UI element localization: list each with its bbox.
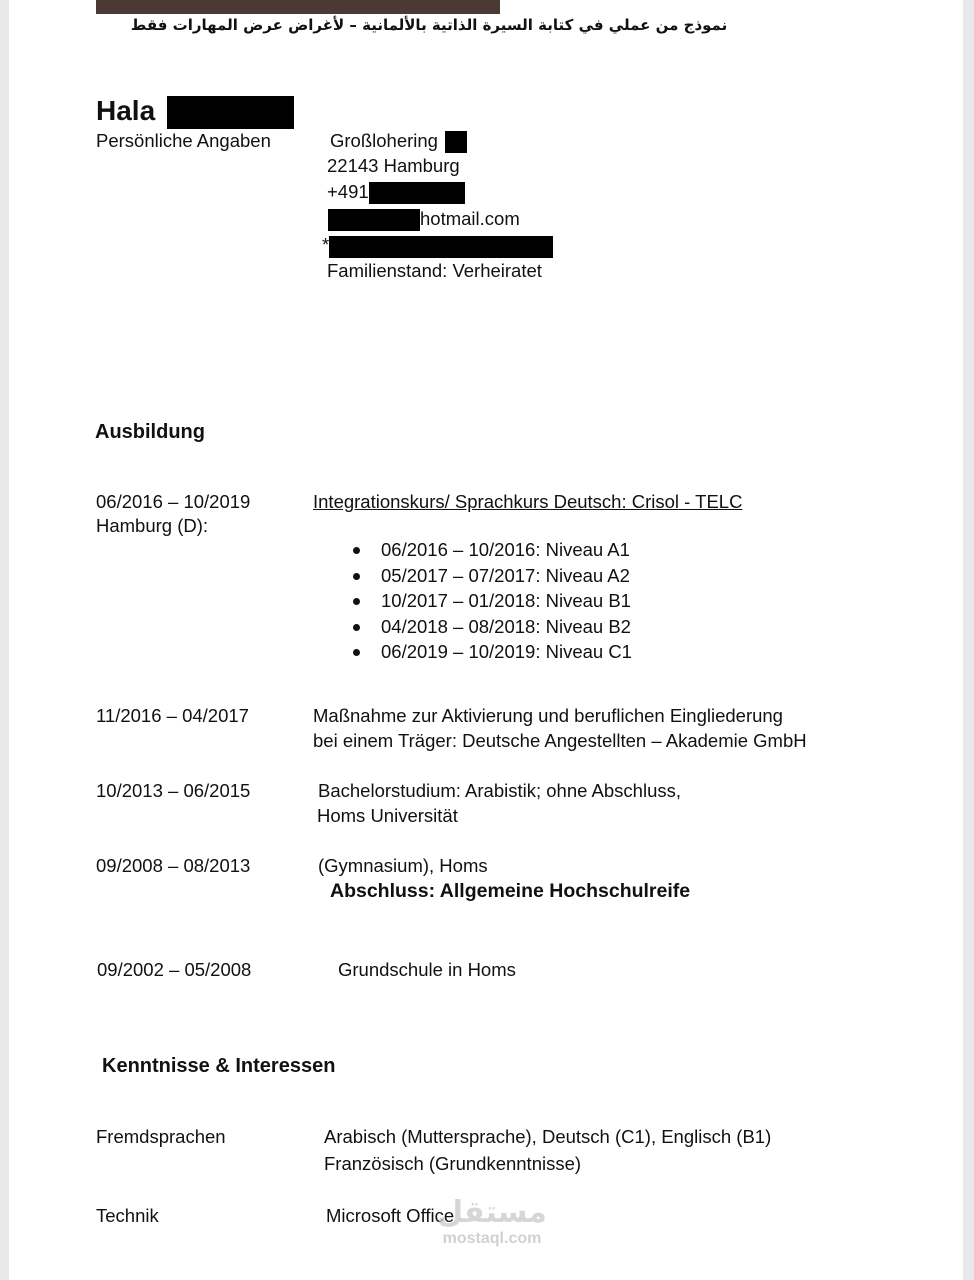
birth-info	[322, 233, 553, 258]
email-address	[328, 207, 520, 231]
cv-page	[9, 0, 963, 1280]
phone-prefix: +491	[327, 181, 369, 202]
street-name: Großlohering	[330, 130, 438, 151]
phone-number	[327, 180, 465, 204]
top-color-bar	[96, 0, 500, 14]
email-domain: hotmail.com	[420, 208, 520, 229]
arabic-disclaimer: نموذج من عملي في كتابة السيرة الذاتية بالألمانية – لأغراض عرض المهارات فقط	[130, 16, 728, 34]
education-4-date: 09/2008 – 08/2013	[96, 855, 251, 876]
education-1-place: Hamburg (D):	[96, 515, 209, 536]
list-item: 06/2016 – 10/2016: Niveau A1	[381, 538, 632, 564]
education-3-date: 10/2013 – 06/2015	[96, 780, 251, 801]
applicant-name	[96, 94, 294, 129]
redacted-phone	[369, 182, 465, 204]
watermark-logo: مستقل	[437, 1195, 547, 1230]
education-heading: Ausbildung	[95, 421, 205, 443]
mostaql-watermark	[427, 1196, 557, 1248]
education-1-date: 06/2016 – 10/2019	[96, 491, 251, 512]
languages-line2: Französisch (Grundkenntnisse)	[324, 1153, 582, 1174]
list-item: 06/2019 – 10/2019: Niveau C1	[381, 640, 632, 666]
list-item: 10/2017 – 01/2018: Niveau B1	[381, 589, 632, 615]
education-2-date: 11/2016 – 04/2017	[96, 705, 249, 726]
redacted-email-user	[328, 209, 420, 231]
education-2-line2: bei einem Träger: Deutsche Angestellten – Akademie GmbH	[313, 730, 807, 751]
education-4-line2: Abschluss: Allgemeine Hochschulreife	[330, 880, 691, 902]
personal-section-label: Persönliche Angaben	[96, 130, 271, 151]
redacted-house-number	[445, 131, 467, 153]
first-name: Hala	[96, 95, 156, 126]
tech-value: Microsoft Office	[326, 1205, 455, 1226]
languages-label: Fremdsprachen	[96, 1126, 226, 1147]
redacted-birth-date	[329, 236, 553, 258]
list-item: 05/2017 – 07/2017: Niveau A2	[381, 564, 632, 590]
education-3-line1: Bachelorstudium: Arabistik; ohne Abschluss,	[318, 780, 681, 801]
redacted-last-name	[167, 96, 294, 129]
address-street	[330, 129, 467, 153]
language-level-list	[381, 538, 632, 666]
list-item: 04/2018 – 08/2018: Niveau B2	[381, 615, 632, 641]
education-5-line1: Grundschule in Homs	[338, 959, 516, 980]
education-2-line1: Maßnahme zur Aktivierung und beruflichen Eingliederung	[313, 705, 783, 726]
education-5-date: 09/2002 – 05/2008	[97, 959, 252, 980]
education-4-line1: (Gymnasium), Homs	[318, 855, 488, 876]
tech-label: Technik	[96, 1205, 159, 1226]
address-city: 22143 Hamburg	[327, 155, 460, 176]
marital-status: Familienstand: Verheiratet	[327, 260, 542, 281]
skills-heading: Kenntnisse & Interessen	[102, 1055, 336, 1077]
birth-marker: *	[322, 234, 330, 255]
education-1-title: Integrationskurs/ Sprachkurs Deutsch: Crisol - TELC	[313, 491, 743, 512]
education-3-line2: Homs Universität	[317, 805, 458, 826]
languages-line1: Arabisch (Muttersprache), Deutsch (C1), Englisch (B1)	[324, 1126, 772, 1147]
watermark-url: mostaql.com	[442, 1230, 542, 1247]
